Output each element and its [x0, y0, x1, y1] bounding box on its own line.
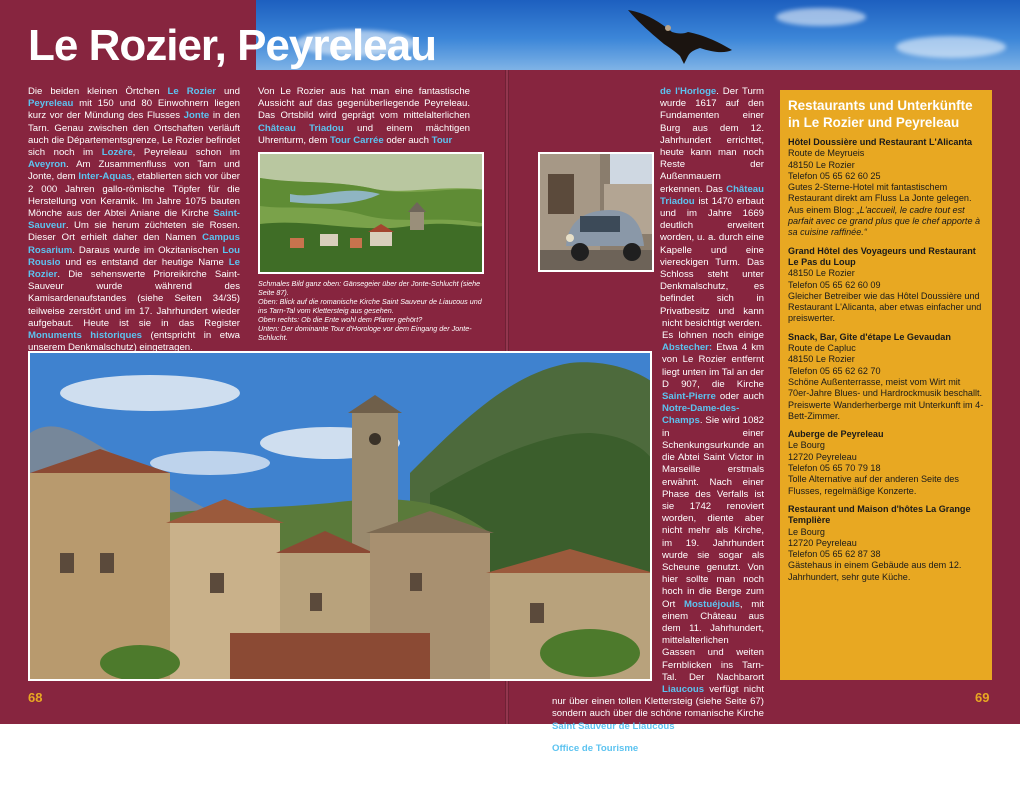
listing-description-text: Gleicher Betreiber wie das Hôtel Doussière und Restaurant L'Alicanta, aber etwas einfacher und preiswerter.: [788, 290, 982, 324]
valley-church-illustration: [260, 154, 484, 274]
body-column-2: [258, 86, 470, 147]
paragraph: [28, 86, 240, 354]
highlight-term: de l'Horloge: [660, 86, 717, 97]
text-run: . Die sehenswerte Prioreikirche Saint-Sauveur wurde während des Kamisardenaufstandes (siehe Seiten 34/35) teilweise zerstört und im 17. Jahrhundert wieder aufgebaut. Heute ist sie in das Register: [28, 269, 240, 329]
tourism-office-address: Route de Meyrueis: [552, 754, 633, 766]
text-run: (entspricht in etwa unserem Denkmalschutz) eingetragen.: [28, 330, 240, 354]
car-photo-space: [552, 142, 660, 322]
text-run: Etwa 4 km von Le Rozier entfernt liegt unten im Tal an der D 907, die Kirche: [662, 342, 764, 390]
sidebar-heading: Restaurants und Unterkünfte in Le Rozier und Peyreleau: [788, 98, 973, 130]
highlight-term: Abstecher:: [662, 342, 713, 354]
text-run: und es entstand der heutige Name: [60, 256, 229, 268]
listing-contact-line: Telefon 05 65 62 60 25: [788, 170, 881, 181]
listing-description: [788, 474, 984, 497]
caption-line: Oben rechts: Ob die Ente wohl dem Pfarrer gehört?: [258, 315, 423, 324]
tourism-office-heading: Office de Tourisme: [552, 742, 639, 754]
text-run: .: [674, 720, 678, 732]
body-column-1: [28, 86, 240, 354]
tourism-office-city: 48150 Le Rozier: [552, 767, 623, 779]
highlight-term: Château Triadou: [258, 122, 344, 134]
text-run: und einem mächtigen Uhrenturm, dem: [258, 122, 470, 146]
listing-description-text: Schöne Außenterrasse, meist vom Wirt mit 70er-Jahre Blues- und Hardrockmusik beschallt. Preiswerte Wanderherberge mit Unterkunft im 4-Bett-Zimmer.: [788, 376, 984, 421]
highlight-term: Saint-Pierre: [662, 391, 716, 403]
text-run: , etablierten sich vor über 2 000 Jahren gallo-römische Töpfer für die Herstellung von Keramik. Im Jahre 1075 bauten Mönche aus der Abtei Aniane die Kirche: [28, 171, 240, 220]
text-run: verfügt nicht nur über einen tollen Klettersteig (siehe Seite 67) sondern auch über die schöne romanische Kirche: [552, 683, 764, 720]
text-run: mit 150 und 80 Einwohnern liegen kurz vor der Mündung des Flusses: [28, 98, 240, 122]
listing-description-text: Gästehaus in einem Gebäude aus dem 12. Jahrhundert, sehr gute Küche.: [788, 560, 962, 582]
listing-entry: [788, 137, 984, 239]
highlight-term: Mostuéjouls: [683, 598, 740, 610]
listing-contact-line: Telefon 05 65 62 87 38: [788, 549, 881, 560]
listing-contact-line: Telefon 05 65 62 60 09: [788, 279, 881, 290]
highlight-term: Saint Sauveur de Liaucous: [552, 720, 675, 732]
page-number-left: 68: [28, 690, 43, 705]
text-run: , mit einem Château aus dem 11. Jahrhundert, mittelalterlichen Gassen und weiten Fernblicken ins Tarn-Tal. Der Nachbarort: [662, 598, 764, 683]
highlight-term: Tour Carrée: [329, 134, 384, 146]
photo-caption: [258, 279, 488, 342]
listing-entry: [788, 246, 984, 325]
highlight-term: Aveyron: [28, 159, 67, 171]
valley-church-photo: [258, 152, 484, 274]
vulture-icon: [628, 4, 738, 66]
highlight-term: Lou Rousio: [28, 244, 240, 268]
listing-contact-line: Telefon 05 65 62 62 70: [788, 365, 881, 376]
highlight-term: Liaucous: [662, 683, 705, 695]
text-run: oder auch: [715, 391, 764, 403]
listing-contact-line: Le Bourg: [788, 440, 825, 451]
listing-name: Grand Hôtel des Voyageurs und Restaurant Le Pas du Loup: [788, 245, 976, 267]
tourism-office: [552, 743, 764, 792]
sidebar-entries: [788, 137, 984, 583]
listing-quote: „L'accueil, le cadre tout est parfait avec ce grand plus que le chef apporte à sa cuisine raffinée.“: [788, 204, 981, 238]
listing-description: [788, 182, 984, 238]
listing-entry: [788, 429, 984, 497]
paragraph: [258, 86, 470, 147]
highlight-term: Inter-Aquas: [78, 171, 132, 183]
highlight-term: Le Rozier: [167, 86, 217, 97]
listing-contact-line: 48150 Le Rozier: [788, 268, 855, 279]
listing-entry: [788, 332, 984, 422]
text-run: . Daraus wurde im Okzitanischen: [72, 244, 223, 256]
listing-contact-line: 12720 Peyreleau: [788, 451, 857, 462]
highlight-term: Notre-Dame-des-Champs: [662, 403, 740, 427]
tourism-office-phone: Telefon 05 65 62 60 89: [552, 779, 650, 791]
text-run: . Sie wird 1082 in einer Schenkungsurkunde an die Abtei Saint Victor in Marseille erstmals erwähnt. Nach einer Phase des Verfalls ist sie 1742 renoviert worden, diente aber nicht mehr als Kirche, im 19. Jahrhundert wurde sie sogar als Scheune genutzt. Von hier sollte man noch hoch in die Berge zum Ort: [662, 415, 764, 610]
restaurants-sidebar: [780, 90, 992, 680]
text-run: Von Le Rozier aus hat man eine fantastische Aussicht auf das gegenüberliegende Peyreleau. Das Ortsbild wird geprägt vom mittelalterlichen: [258, 86, 470, 122]
listing-name: Auberge de Peyreleau: [788, 429, 884, 440]
text-run: oder auch: [383, 134, 432, 146]
text-run: in den Tarn. Genau zwischen den Ortschaften verläuft auch die Départementsgrenze, Le Rozier befindet sich noch im: [28, 110, 240, 159]
highlight-term: Monuments historiques: [28, 330, 143, 342]
listing-contact-line: Telefon 05 65 70 79 18: [788, 463, 881, 474]
listing-entry: [788, 504, 984, 583]
highlight-term: Tour: [431, 134, 453, 146]
caption-line: Schmales Bild ganz oben: Gänsegeier über der Jonte-Schlucht (siehe Seite 87).: [258, 279, 481, 297]
village-tower-illustration: [30, 353, 652, 681]
highlight-term: Le Rozier: [28, 256, 240, 281]
highlight-term: Saint-Sauveur: [28, 208, 240, 232]
highlight-term: Campus Rosarium: [28, 232, 240, 256]
text-run: ist 1470 erbaut und im Jahre 1669 deutlich erweitert worden, u. a. durch eine Kapelle und eine viereckigen Turm. Das Schloss steht unter Denkmalschutz, es befindet sich in Privatbesitz und kann nicht besichtigt werden.: [660, 195, 764, 329]
listing-contact-line: 48150 Le Rozier: [788, 159, 855, 170]
page-number-right: 69: [975, 690, 990, 705]
listing-name: Restaurant und Maison d'hôtes La Grange Templière: [788, 503, 971, 526]
text-run: , Peyreleau schon im: [132, 147, 240, 159]
listing-contact-line: 12720 Peyreleau: [788, 537, 857, 548]
text-run: Die beiden kleinen Örtchen: [28, 86, 168, 97]
page-title: Le Rozier, Peyreleau: [28, 21, 436, 70]
highlight-term: Lozère: [101, 147, 133, 159]
listing-description: [788, 377, 984, 422]
listing-description-text: Tolle Alternative auf der anderen Seite des Flusses, regelmäßige Konzerte.: [788, 474, 959, 496]
listing-contact-line: 48150 Le Rozier: [788, 354, 855, 365]
listing-name: Hôtel Doussière und Restaurant L'Alicanta: [788, 137, 973, 147]
caption-line: Unten: Der dominante Tour d'Horologe vor dem Eingang der Jonte-Schlucht.: [258, 324, 472, 342]
text-run: . Am Zusammenfluss von Tarn und Jonte, dem: [28, 159, 240, 183]
listing-description: [788, 560, 984, 583]
text-run: . Der Turm wurde 1617 auf den Fundamenten einer Burg aus dem 12. Jahrhundert errichtet, heute kann man noch Reste der Außenmauern erkennen. Das: [660, 86, 764, 195]
text-run: . Um sie herum züchteten sie Rosen. Dieser Ort erhielt daher den Namen: [28, 220, 240, 244]
highlight-term: Château Triadou: [660, 183, 764, 207]
listing-description-text: Gutes 2-Sterne-Hotel mit fantastischem Restaurant direkt am Fluss La Jonte gelegen. Aus einem Blog:: [788, 182, 972, 215]
highlight-term: Peyreleau: [28, 98, 74, 110]
listing-description: [788, 291, 984, 325]
tour-horloge-photo: [28, 351, 652, 681]
listing-contact-line: Route de Capluc: [788, 343, 856, 354]
text-run: und: [216, 86, 240, 97]
listing-contact-line: Route de Meyrueis: [788, 148, 865, 159]
listing-name: Snack, Bar, Gite d'étape Le Gevaudan: [788, 331, 951, 342]
listing-contact-line: Le Bourg: [788, 526, 825, 537]
text-run: Es lohnen noch einige: [662, 330, 764, 342]
highlight-term: Jonte: [183, 110, 210, 122]
caption-line: Oben: Blick auf die romanische Kirche Saint Sauveur de Liaucous und ins Tarn-Tal vom Klettersteig aus gesehen.: [258, 297, 482, 315]
